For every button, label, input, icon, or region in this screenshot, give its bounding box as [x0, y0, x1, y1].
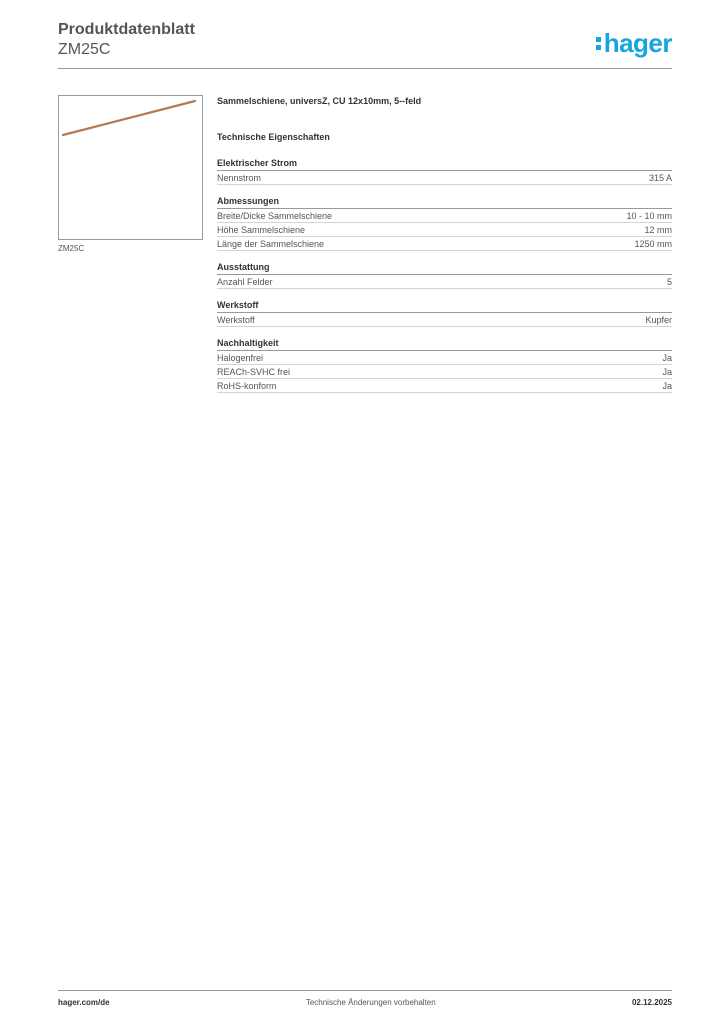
spec-group-werkstoff [217, 299, 672, 327]
spec-row [217, 209, 672, 223]
logo-text: hager [603, 28, 672, 58]
spec-label: Nennstrom [217, 173, 262, 183]
spec-label: Werkstoff [217, 315, 255, 325]
spec-group-ausstattung [217, 261, 672, 289]
header-divider [58, 68, 672, 69]
spec-label: Anzahl Felder [217, 277, 273, 287]
spec-row [217, 365, 672, 379]
spec-value: 12 mm [644, 225, 672, 235]
spec-value: 315 A [648, 173, 672, 183]
footer-divider [58, 990, 672, 991]
hager-logo [596, 28, 672, 58]
spec-value: Ja [662, 353, 672, 363]
group-title: Werkstoff [217, 299, 672, 313]
specification-content [217, 96, 672, 403]
footer-date: 02.12.2025 [631, 998, 672, 1007]
spec-row [217, 379, 672, 393]
spec-value: Ja [662, 381, 672, 391]
document-title: Produktdatenblatt [58, 21, 195, 38]
spec-label: Länge der Sammelschiene [217, 239, 325, 249]
spec-row [217, 223, 672, 237]
spec-row [217, 237, 672, 251]
spec-group-elektrischer-strom [217, 157, 672, 185]
document-footer [58, 998, 672, 1007]
footer-website-link[interactable]: hager.com/de [58, 998, 110, 1007]
spec-value: 5 [666, 277, 672, 287]
spec-value: Ja [662, 367, 672, 377]
spec-group-abmessungen [217, 195, 672, 251]
group-title: Nachhaltigkeit [217, 337, 672, 351]
spec-label: RoHS-konform [217, 381, 277, 391]
group-title: Elektrischer Strom [217, 157, 672, 171]
spec-group-nachhaltigkeit [217, 337, 672, 393]
group-title: Ausstattung [217, 261, 672, 275]
spec-row [217, 275, 672, 289]
footer-notice: Technische Änderungen vorbehalten [305, 998, 436, 1007]
spec-value: 10 - 10 mm [626, 211, 672, 221]
logo-dots-icon [596, 37, 601, 50]
spec-label: Höhe Sammelschiene [217, 225, 306, 235]
product-image [58, 95, 203, 240]
busbar-shape [63, 101, 195, 135]
spec-label: Halogenfrei [217, 353, 264, 363]
document-header [58, 20, 195, 60]
spec-row [217, 351, 672, 365]
spec-label: REACh-SVHC frei [217, 367, 291, 377]
product-description: Sammelschiene, universZ, CU 12x10mm, 5--feld [217, 96, 422, 106]
spec-value: Kupfer [645, 315, 672, 325]
product-code: ZM25C [58, 41, 111, 58]
section-title: Technische Eigenschaften [217, 132, 330, 142]
group-title: Abmessungen [217, 195, 672, 209]
spec-label: Breite/Dicke Sammelschiene [217, 211, 333, 221]
spec-value: 1250 mm [634, 239, 672, 249]
spec-row [217, 313, 672, 327]
product-image-caption: ZM25C [58, 244, 85, 253]
spec-row [217, 171, 672, 185]
